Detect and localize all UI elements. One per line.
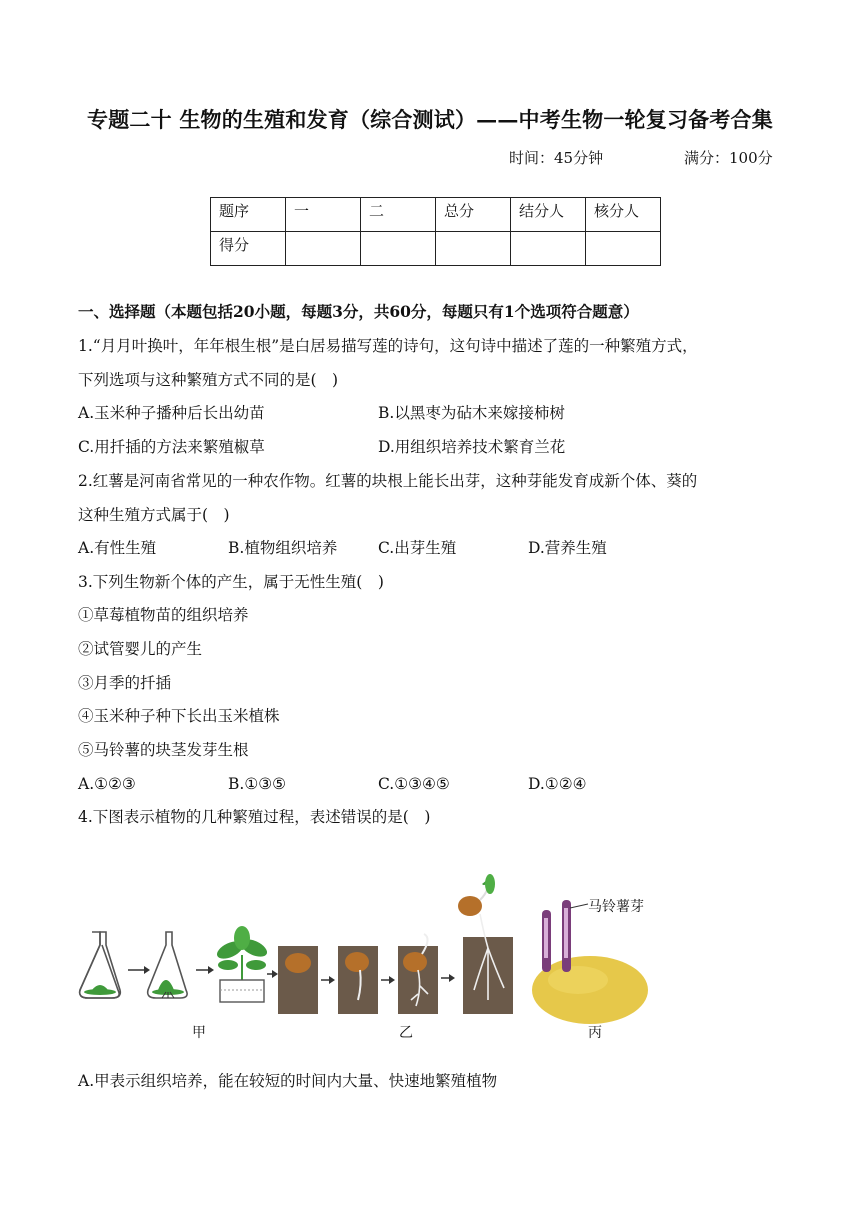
q3-item: ②试管婴儿的产生 <box>78 640 203 658</box>
q1-option-b: B.以黑枣为砧木来嫁接柿树 <box>378 404 565 422</box>
q1-option-c: C.用扦插的方法来繁殖椒草 <box>78 438 265 456</box>
potato-sprout-label: 马铃薯芽 <box>588 899 644 915</box>
q4-option-a: A.甲表示组织培养，能在较短的时间内大量、快速地繁殖植物 <box>78 1072 498 1090</box>
score-table-cell <box>286 232 361 266</box>
figure-label-yi: 乙 <box>399 1025 413 1041</box>
score-table-score-row <box>211 232 661 266</box>
q2-stem-line2: 这种生殖方式属于( ) <box>78 506 230 524</box>
propagation-figure <box>70 870 670 1045</box>
q1-option-d: D.用组织培养技术繁育兰花 <box>378 438 566 456</box>
full-score: 满分：100分 <box>684 149 773 167</box>
score-table-cell <box>436 232 511 266</box>
exam-time: 时间：45分钟 <box>509 149 604 167</box>
score-table-row-label: 得分 <box>211 232 286 266</box>
q2-option-a: A.有性生殖 <box>78 539 157 557</box>
score-table-header-cell: 核分人 <box>586 198 661 232</box>
arrow-icon <box>381 976 395 984</box>
figure-label-jia: 甲 <box>192 1025 206 1041</box>
arrow-icon <box>321 976 335 984</box>
q2-option-d: D.营养生殖 <box>528 539 607 557</box>
score-table-header-cell: 总分 <box>436 198 511 232</box>
arrow-icon <box>128 966 150 974</box>
q3-option-b: B.①③⑤ <box>228 775 287 793</box>
score-table-cell <box>511 232 586 266</box>
arrow-icon <box>196 966 214 974</box>
section-heading: 一、选择题（本题包括20小题，每题3分，共60分，每题只有1个选项符合题意） <box>78 302 639 321</box>
q3-stem: 3.下列生物新个体的产生，属于无性生殖( ) <box>78 573 384 591</box>
seedling-roots-icon <box>458 874 513 1014</box>
page-title: 专题二十 生物的生殖和发育（综合测试）——中考生物一轮复习备考合集 <box>87 107 773 132</box>
sprouting-potato-icon <box>532 900 648 1024</box>
q3-item: ⑤马铃薯的块茎发芽生根 <box>78 741 249 759</box>
q2-option-c: C.出芽生殖 <box>378 539 457 557</box>
arrow-icon <box>267 970 278 978</box>
q2-option-b: B.植物组织培养 <box>228 539 338 557</box>
q3-option-a: A.①②③ <box>78 775 136 793</box>
germinating-seed-icon <box>338 946 378 1014</box>
q1-stem-line1: 1.“月月叶换叶，年年根生根”是白居易描写莲的诗句，这句诗中描述了莲的一种繁殖方式， <box>78 337 698 355</box>
q3-option-d: D.①②④ <box>528 775 587 793</box>
q1-option-a: A.玉米种子播种后长出幼苗 <box>78 404 265 422</box>
score-table-cell <box>361 232 436 266</box>
sprouting-seed-icon <box>398 934 438 1014</box>
arrow-icon <box>441 974 455 982</box>
score-table-header-cell: 题序 <box>211 198 286 232</box>
q2-stem-line1: 2.红薯是河南省常见的一种农作物。红薯的块根上能长出芽，这种芽能发育成新个体、葵的 <box>78 472 698 490</box>
potted-seedling-icon <box>214 926 269 1002</box>
score-table-cell <box>586 232 661 266</box>
seed-in-soil-icon <box>278 946 318 1014</box>
tissue-culture-flask-icon <box>80 932 121 998</box>
tissue-culture-flask-icon <box>148 932 187 998</box>
score-table <box>210 197 661 266</box>
score-table-header-row <box>211 198 661 232</box>
q3-item: ③月季的扦插 <box>78 674 172 692</box>
q3-item: ①草莓植物苗的组织培养 <box>78 606 249 624</box>
score-table-header-cell: 二 <box>361 198 436 232</box>
q3-option-c: C.①③④⑤ <box>378 775 450 793</box>
q1-stem-line2: 下列选项与这种繁殖方式不同的是( ) <box>78 371 339 389</box>
score-table-header-cell: 结分人 <box>511 198 586 232</box>
figure-label-bing: 丙 <box>588 1025 602 1041</box>
q4-stem: 4.下图表示植物的几种繁殖过程，表述错误的是( ) <box>78 808 431 826</box>
score-table-header-cell: 一 <box>286 198 361 232</box>
q3-item: ④玉米种子种下长出玉米植株 <box>78 707 280 725</box>
